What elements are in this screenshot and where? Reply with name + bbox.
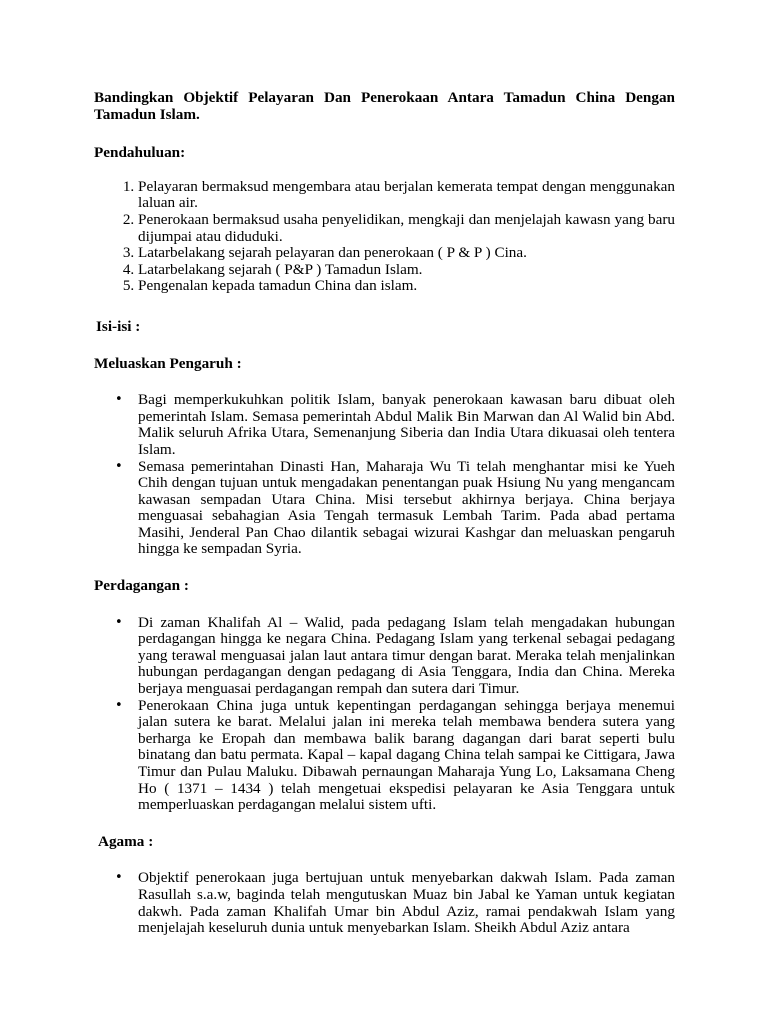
intro-heading: Pendahuluan: [94,144,186,162]
influence-list [94,392,675,558]
document-title: Bandingkan Objektif Pelayaran Dan Penerokaan Antara Tamadun China Dengan Tamadun Islam. [94,89,675,123]
contents-heading: Isi-isi : [96,317,141,335]
religion-heading: Agama : [98,832,154,850]
trade-bullet-1: • Di zaman Khalifah Al – Walid, pada pedagang Islam telah mengadakan hubungan perdagangan hingga ke negara China. Pedagang Islam yang terkenal sebagai pedagang yang terawal menguasai jalan laut antara timur dengan barat. Meraka telah menjalinkan hubungan perdagangan dengan pedagang di Asia Tenggara, India dan China. Mereka berjaya menguasai perdagangan rempah dan sutera dari Timur. [138,615,675,698]
intro-item-1: 1. Pelayaran bermaksud mengembara atau berjalan kemerata tempat dengan menggunakan laluan air. [138,179,675,212]
intro-item-3: 3. Latarbelakang sejarah pelayaran dan penerokaan ( P & P ) Cina. [138,245,675,262]
intro-item-5: 5. Pengenalan kepada tamadun China dan islam. [138,278,675,295]
influence-heading: Meluaskan Pengaruh : [94,354,242,372]
document-body [94,90,675,937]
trade-bullet-2: • Penerokaan China juga untuk kepentingan perdagangan sehingga berjaya menemui jalan sutera ke barat. Melalui jalan ini mereka telah membawa bendera sutera yang berharga ke Eropah dan membawa balik barang dagangan dari barat seperti bulu binatang dan batu permata. Kapal – kapal dagang China telah sampai ke Cittigara, Jawa Timur dan Pulau Maluku. Dibawah pernaungan Maharaja Yung Lo, Laksamana Cheng Ho ( 1371 – 1434 ) telah mengetuai ekspedisi pelayaran ke Asia Tenggara untuk memperluaskan perdagangan melalui sistem ufti. [138,698,675,814]
intro-item-2: 2. Penerokaan bermaksud usaha penyelidikan, mengkaji dan menjelajah kawasn yang baru dijumpai atau diduduki. [138,212,675,245]
trade-list [94,615,675,814]
religion-list [94,870,675,936]
intro-item-4: 4. Latarbelakang sejarah ( P&P ) Tamadun Islam. [138,262,675,279]
intro-list [94,179,675,295]
trade-heading: Perdagangan : [94,577,189,595]
influence-bullet-2: • Semasa pemerintahan Dinasti Han, Maharaja Wu Ti telah menghantar misi ke Yueh Chih dengan tujuan untuk mengadakan penentangan puak Hsiung Nu yang mengancam kawasan sempadan Utara China. Misi tersebut akhirnya berjaya. China berjaya menguasai sebahagian Asia Tengah termasuk Lembah Tarim. Pada abad pertama Masihi, Jenderal Pan Chao dilantik sebagai wizurai Kashgar dan meluaskan pengaruh hingga ke sempadan Syria. [138,459,675,559]
religion-bullet-1: • Objektif penerokaan juga bertujuan untuk menyebarkan dakwah Islam. Pada zaman Rasullah s.a.w, baginda telah mengutuskan Muaz bin Jabal ke Yaman untuk kegiatan dakwh. Pada zaman Khalifah Umar bin Abdul Aziz, ramai pendakwah Islam yang menjelajah keseluruh dunia untuk menyebarkan Islam. Sheikh Abdul Aziz antara [138,870,675,936]
influence-bullet-1: • Bagi memperkukuhkan politik Islam, banyak penerokaan kawasan baru dibuat oleh pemerintah Islam. Semasa pemerintah Abdul Malik Bin Marwan dan Al Walid bin Abd. Malik seluruh Afrika Utara, Semenanjung Siberia dan India Utara dikuasai oleh tentera Islam. [138,392,675,458]
